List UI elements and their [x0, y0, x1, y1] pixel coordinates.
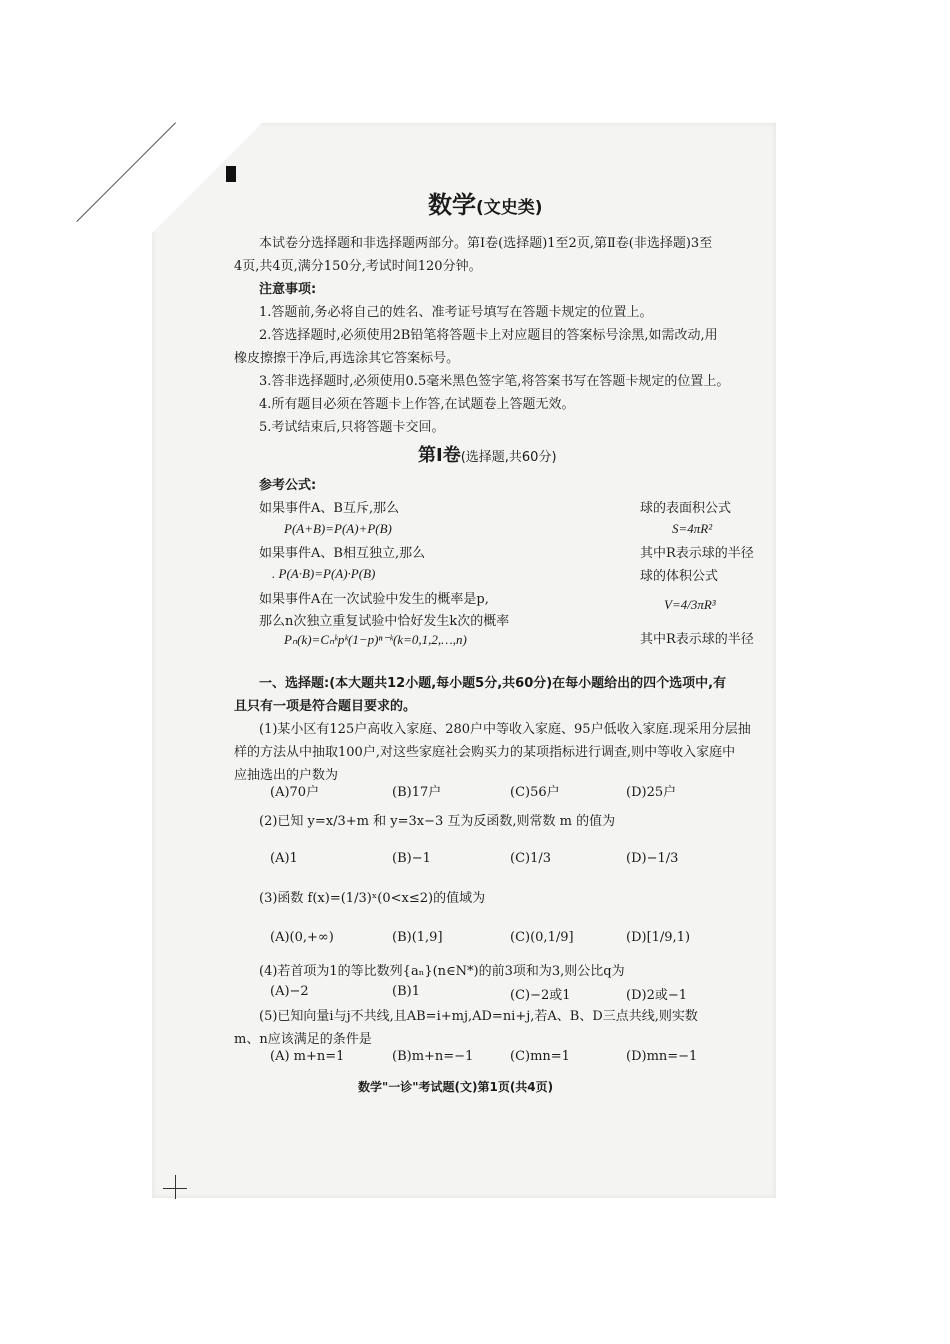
formula-text: 其中R表示球的半径 — [640, 546, 754, 561]
question-5-stem: m、n应该满足的条件是 — [234, 1032, 372, 1047]
part-heading: 且只有一项是符合题目要求的。 — [234, 699, 417, 714]
intro-line-1: 本试卷分选择题和非选择题两部分。第Ⅰ卷(选择题)1至2页,第Ⅱ卷(非选择题)3至 — [259, 236, 713, 251]
crop-mark — [175, 1175, 176, 1199]
intro-line-2: 4页,共4页,满分150分,考试时间120分钟。 — [234, 259, 482, 274]
answer-option: (D)2或−1 — [626, 988, 688, 1003]
answer-option: (A)70户 — [270, 785, 320, 800]
answer-option: (D)[1/9,1) — [626, 930, 691, 945]
formula-expression: . P(A·B)=P(A)·P(B) — [272, 566, 376, 581]
formula-text: 球的表面积公式 — [640, 501, 732, 516]
registration-mark — [226, 166, 236, 182]
answer-option: (C)56户 — [510, 785, 560, 800]
notice-item: 2.答选择题时,必须使用2B铅笔将答题卡上对应题目的答案标号涂黑,如需改动,用 — [259, 328, 718, 343]
answer-option: (D)mn=−1 — [626, 1049, 698, 1064]
answer-option: (C)mn=1 — [510, 1049, 570, 1064]
answer-option: (A)1 — [270, 851, 298, 866]
answer-option: (C)1/3 — [510, 851, 552, 866]
question-1-stem: 应抽选出的户数为 — [234, 768, 339, 783]
formula-text: 那么n次独立重复试验中恰好发生k次的概率 — [259, 614, 510, 629]
answer-option: (C)(0,1/9] — [510, 930, 574, 945]
formula-text: 如果事件A、B互斥,那么 — [259, 501, 400, 516]
question-3-stem: (3)函数 f(x)=(1/3)ˣ(0<x≤2)的值域为 — [259, 891, 486, 906]
question-1-stem: (1)某小区有125户高收入家庭、280户中等收入家庭、95户低收入家庭.现采用分层抽 — [259, 722, 751, 737]
section-heading — [418, 441, 557, 467]
answer-option: (A)(0,+∞) — [270, 930, 334, 945]
formula-expression: Pₙ(k)=Cₙᵏpᵏ(1−p)ⁿ⁻ᵏ(k=0,1,2,…,n) — [284, 632, 467, 647]
answer-option: (B)−1 — [392, 851, 431, 866]
folded-corner — [152, 123, 262, 233]
notice-item: 橡皮擦擦干净后,再选涂其它答案标号。 — [234, 351, 460, 366]
answer-option: (D)−1/3 — [626, 851, 679, 866]
answer-option: (B)(1,9] — [392, 930, 443, 945]
answer-option: (D)25户 — [626, 785, 677, 800]
section-title: 第Ⅰ卷 — [418, 445, 461, 466]
notice-heading: 注意事项: — [259, 282, 317, 297]
formula-heading: 参考公式: — [259, 478, 317, 493]
title-subject-type: (文史类) — [476, 198, 543, 218]
answer-option: (B)17户 — [392, 785, 442, 800]
page-footer: 数学"一诊"考试题(文)第1页(共4页) — [358, 1080, 554, 1094]
notice-item: 5.考试结束后,只将答题卡交回。 — [259, 420, 445, 435]
answer-option: (B)m+n=−1 — [392, 1049, 474, 1064]
formula-text: 其中R表示球的半径 — [640, 632, 754, 647]
title-main: 数学 — [428, 191, 476, 219]
answer-option: (A) m+n=1 — [270, 1049, 345, 1064]
formula-text: 如果事件A、B相互独立,那么 — [259, 546, 426, 561]
section-subtitle: (选择题,共60分) — [460, 450, 557, 465]
notice-item: 3.答非选择题时,必须使用0.5毫米黑色签字笔,将答案书写在答题卡规定的位置上。 — [259, 374, 730, 389]
notice-item: 4.所有题目必须在答题卡上作答,在试题卷上答题无效。 — [259, 397, 575, 412]
part-heading: 一、选择题:(本大题共12小题,每小题5分,共60分)在每小题给出的四个选项中,有 — [259, 676, 727, 691]
formula-expression: S=4πR² — [672, 521, 713, 536]
formula-expression: P(A+B)=P(A)+P(B) — [284, 521, 392, 536]
answer-option: (A)−2 — [270, 984, 309, 999]
question-1-stem: 样的方法从中抽取100户,对这些家庭社会购买力的某项指标进行调查,则中等收入家庭中 — [234, 745, 736, 760]
exam-title — [428, 185, 543, 220]
question-2-stem: (2)已知 y=x/3+m 和 y=3x−3 互为反函数,则常数 m 的值为 — [259, 814, 616, 829]
answer-option: (C)−2或1 — [510, 988, 571, 1003]
question-5-stem: (5)已知向量i与j不共线,且AB=i+mj,AD=ni+j,若A、B、D三点共线,则实数 — [259, 1009, 698, 1024]
answer-option: (B)1 — [392, 984, 420, 999]
question-4-stem: (4)若首项为1的等比数列{aₙ}(n∈N*)的前3项和为3,则公比q为 — [259, 964, 625, 979]
formula-text: 如果事件A在一次试验中发生的概率是p, — [259, 592, 489, 607]
notice-item: 1.答题前,务必将自己的姓名、准考证号填写在答题卡规定的位置上。 — [259, 305, 653, 320]
formula-expression: V=4/3πR³ — [664, 597, 716, 612]
formula-text: 球的体积公式 — [640, 569, 719, 584]
